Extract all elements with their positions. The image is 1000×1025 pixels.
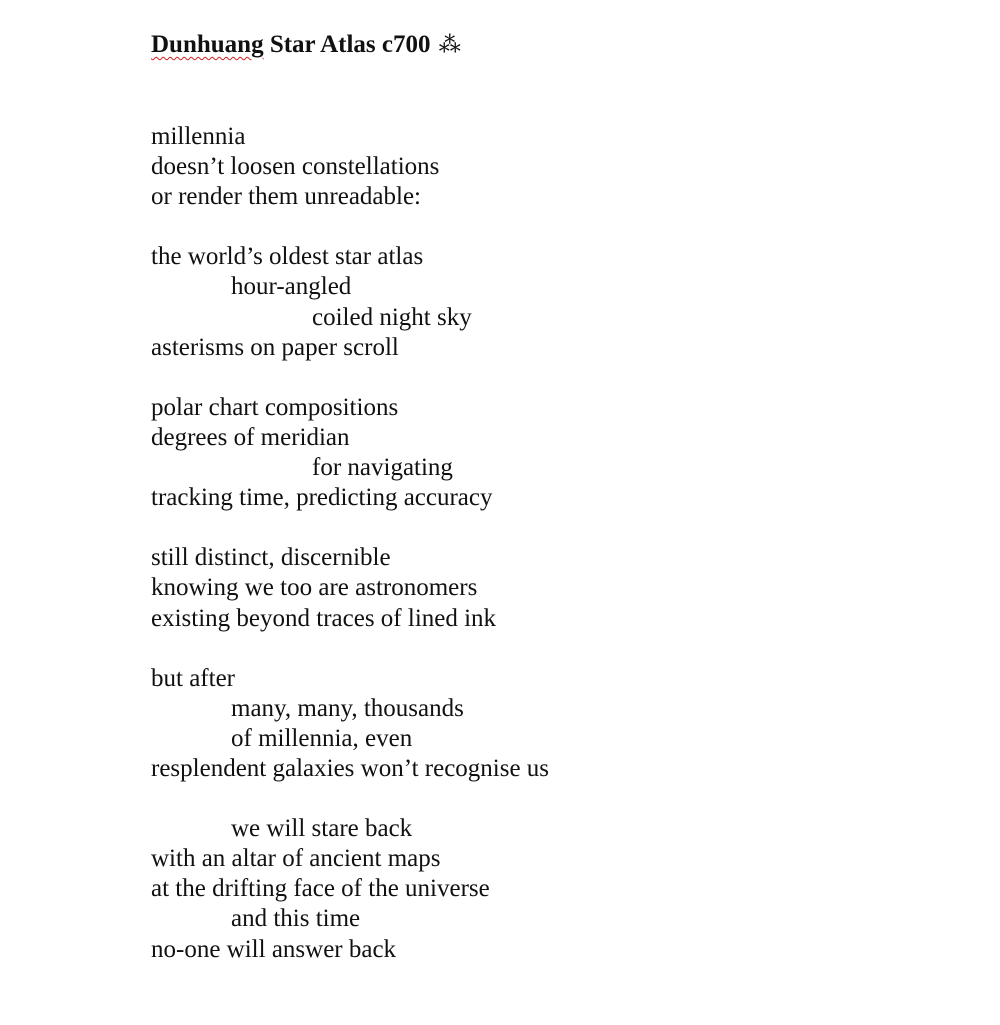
poem-line: existing beyond traces of lined ink: [151, 604, 497, 632]
poem-line: polar chart compositions: [151, 393, 399, 421]
poem-line: but after: [151, 664, 235, 692]
title-misspelled-word: Dunhuang: [151, 31, 264, 58]
stanza-break: [151, 513, 549, 543]
poem-line: doesn’t loosen constellations: [151, 153, 440, 181]
poem-line: the world’s oldest star atlas: [151, 243, 424, 271]
poem-line: millennia: [151, 123, 246, 150]
poem-line: and this time: [231, 905, 361, 933]
poem-line: degrees of meridian: [151, 423, 350, 451]
poem-line: at the drifting face of the universe: [151, 875, 490, 903]
poem-title: [151, 27, 461, 63]
poem-line: of millennia, even: [231, 724, 413, 752]
poem-line: with an altar of ancient maps: [151, 845, 441, 873]
poem-line: we will stare back: [231, 815, 413, 843]
stanza-break: [151, 363, 549, 393]
poem-line: still distinct, discernible: [151, 544, 391, 572]
stanza-break: [151, 212, 549, 242]
poem-line: for navigating: [312, 454, 453, 482]
asterism-icon: ⁂: [438, 32, 461, 57]
poem-body: [151, 122, 549, 965]
poem-line: no-one will answer back: [151, 935, 397, 963]
poem-line: or render them unreadable:: [151, 183, 422, 211]
poem-line: knowing we too are astronomers: [151, 574, 478, 602]
stanza-break: [151, 784, 549, 814]
poem-line: asterisms on paper scroll: [151, 333, 399, 361]
poem-line: many, many, thousands: [231, 694, 464, 722]
poem-line: resplendent galaxies won’t recognise us: [151, 754, 550, 782]
poem-line: tracking time, predicting accuracy: [151, 484, 493, 512]
poem-line: coiled night sky: [312, 303, 472, 331]
stanza-break: [151, 634, 549, 664]
poem-line: hour-angled: [231, 273, 352, 301]
title-text: Star Atlas c700: [263, 31, 431, 58]
